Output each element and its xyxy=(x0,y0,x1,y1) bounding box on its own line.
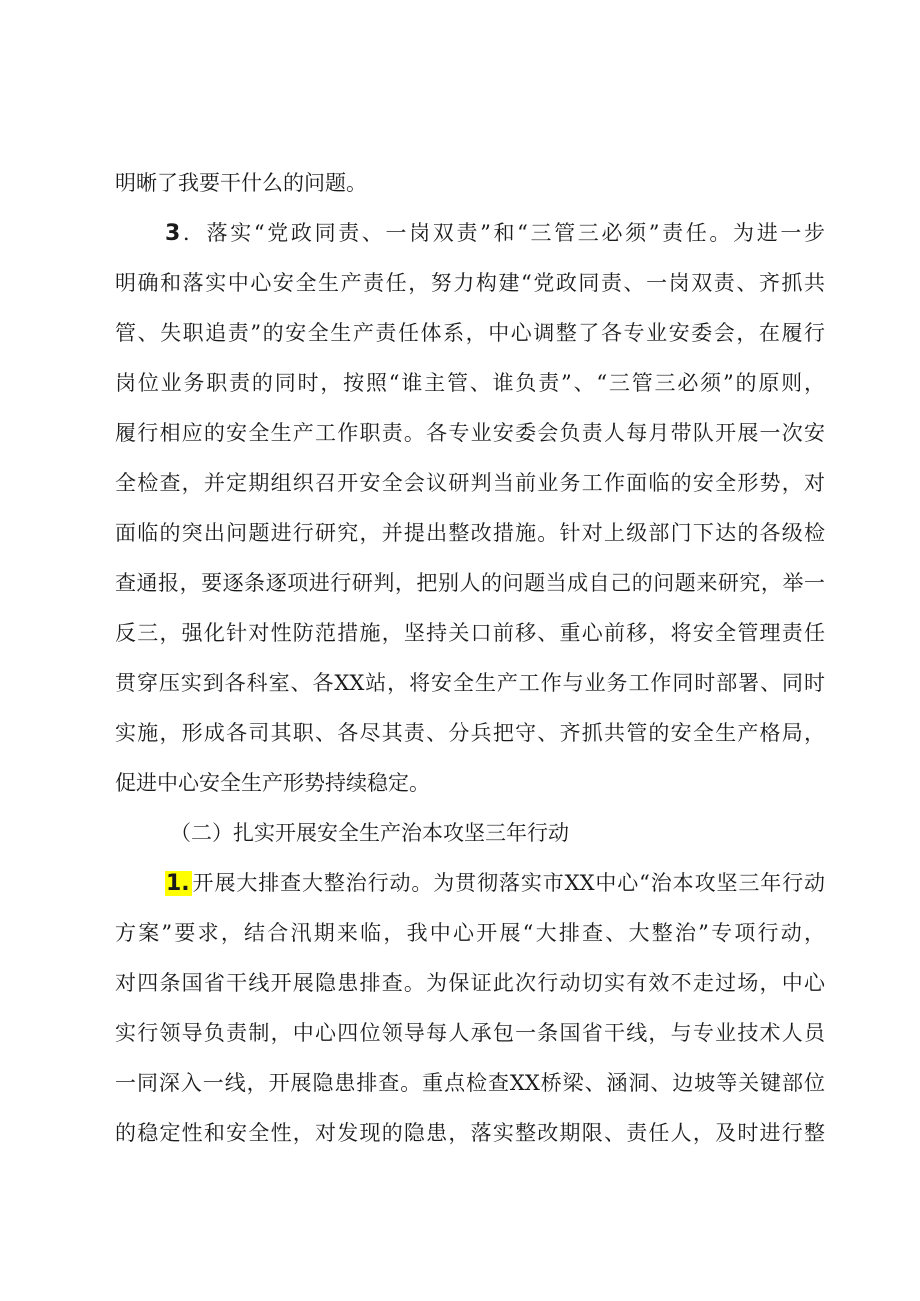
paragraph-line: 管、失职追责”的安全生产责任体系，中心调整了各专业安委会，在履行 xyxy=(115,321,825,345)
paragraph-line: 一同深入一线，开展隐患排查。重点检查XX桥梁、涵洞、边坡等关键部位 xyxy=(115,1071,825,1095)
section1-first-line xyxy=(165,858,825,908)
paragraph-line: 履行相应的安全生产工作职责。各专业安委会负责人每月带队开展一次安 xyxy=(115,421,825,445)
paragraph-line: 明确和落实中心安全生产责任，努力构建“党政同责、一岗双责、齐抓共 xyxy=(115,271,825,295)
paragraph-line: 贯穿压实到各科室、各XX站，将安全生产工作与业务工作同时部署、同时 xyxy=(115,671,825,695)
section3-number: 3 xyxy=(165,221,181,246)
paragraph-line: 实施，形成各司其职、各尽其责、分兵把守、齐抓共管的安全生产格局， xyxy=(115,721,825,745)
paragraph-line: 面临的突出问题进行研究，并提出整改措施。针对上级部门下达的各级检 xyxy=(115,521,825,545)
section-heading: （二）扎实开展安全生产治本攻坚三年行动 xyxy=(170,821,569,845)
paragraph-line: 实行领导负责制，中心四位领导每人承包一条国省干线，与专业技术人员 xyxy=(115,1021,825,1045)
paragraph-line: 岗位业务职责的同时，按照“谁主管、谁负责”、“三管三必须”的原则， xyxy=(115,371,825,395)
paragraph-line: 全检查，并定期组织召开安全会议研判当前业务工作面临的安全形势，对 xyxy=(115,471,825,495)
paragraph-line: 的稳定性和安全性，对发现的隐患，落实整改期限、责任人，及时进行整 xyxy=(115,1121,825,1145)
paragraph-line: 方案”要求，结合汛期来临，我中心开展“大排查、大整治”专项行动， xyxy=(115,921,825,945)
paragraph-line: 对四条国省干线开展隐患排查。为保证此次行动切实有效不走过场，中心 xyxy=(115,971,825,995)
paragraph-line: 促进中心安全生产形势持续稳定。 xyxy=(115,771,430,795)
paragraph-line: 反三，强化针对性防范措施，坚持关口前移、重心前移，将安全管理责任 xyxy=(115,621,825,645)
section3-line-text: ．落实“党政同责、一岗双责”和“三管三必须”责任。为进一步 xyxy=(180,221,825,245)
section3-first-line xyxy=(165,208,825,258)
section1-number-highlighted: 1. xyxy=(166,871,190,896)
paragraph-line: 明晰了我要干什么的问题。 xyxy=(115,171,367,195)
paragraph-line: 查通报，要逐条逐项进行研判，把别人的问题当成自己的问题来研究，举一 xyxy=(115,571,825,595)
section1-line-text: 开展大排查大整治行动。为贯彻落实市XX中心“治本攻坚三年行动 xyxy=(191,871,825,895)
